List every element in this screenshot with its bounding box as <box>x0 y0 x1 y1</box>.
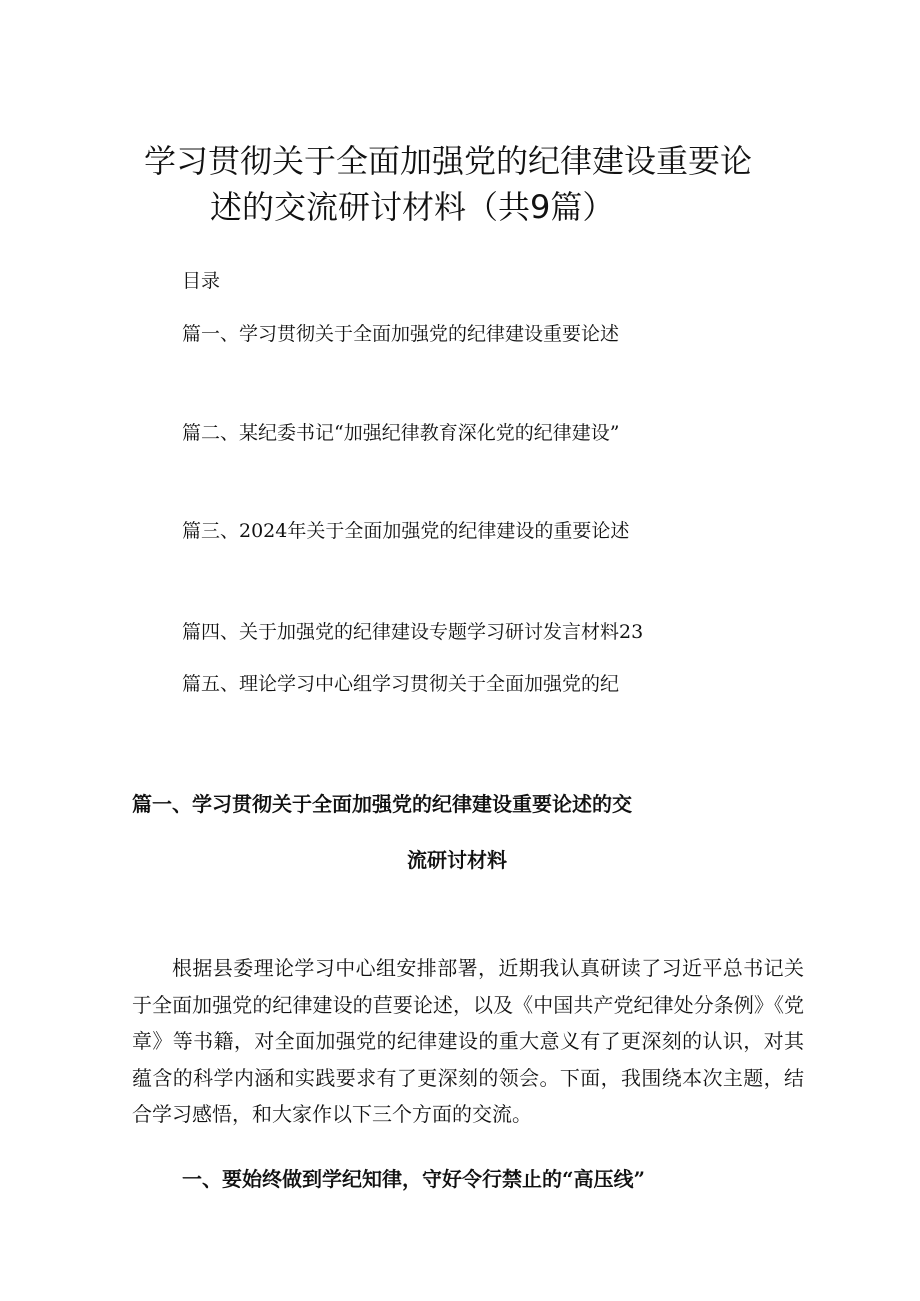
document-title-line-1: 学习贯彻关于全面加强党的纪律建设重要论 <box>144 142 753 180</box>
toc-item-5[interactable]: 篇五、理论学习中心组学习贯彻关于全面加强党的纪 <box>182 673 620 695</box>
toc-item-2[interactable]: 篇二、某纪委书记“加强纪律教育深化党的纪律建设” <box>182 422 620 444</box>
toc-item-4[interactable]: 篇四、关于加强党的纪律建设专题学习研讨发言材料23 <box>182 621 644 643</box>
document-title <box>100 138 820 230</box>
section-subheading: 一、要始终做到学纪知律，守好令行禁止的“高压线” <box>182 1167 646 1191</box>
toc-item-1[interactable]: 篇一、学习贯彻关于全面加强党的纪律建设重要论述 <box>182 323 620 345</box>
section-title-line-1: 篇一、学习贯彻关于全面加强党的纪律建设重要论述的交 <box>132 792 632 816</box>
section-title <box>132 790 832 874</box>
document-title-line-2: 述的交流研讨材料（共9篇） <box>210 188 615 226</box>
section-title-line-2: 流研讨材料 <box>407 848 507 872</box>
body-paragraph: 根据县委理论学习中心组安排部署，近期我认真研读了习近平总书记关于全面加强党的纪律建设的苣要论述，以及《中国共产党纪律处分条例》《党章》等书籍，对全面加强党的纪律建设的重大意义有了更深刻的认识，对其蕴含的科学内涵和实践要求有了更深刻的领会。下面，我围绕本次主题，结合学习感悟，和大家作以下三个方面的交流。 <box>132 956 804 1126</box>
toc-item-3[interactable]: 篇三、2024年关于全面加强党的纪律建设的重要论述 <box>182 520 630 542</box>
toc-heading: 目录 <box>182 270 221 292</box>
